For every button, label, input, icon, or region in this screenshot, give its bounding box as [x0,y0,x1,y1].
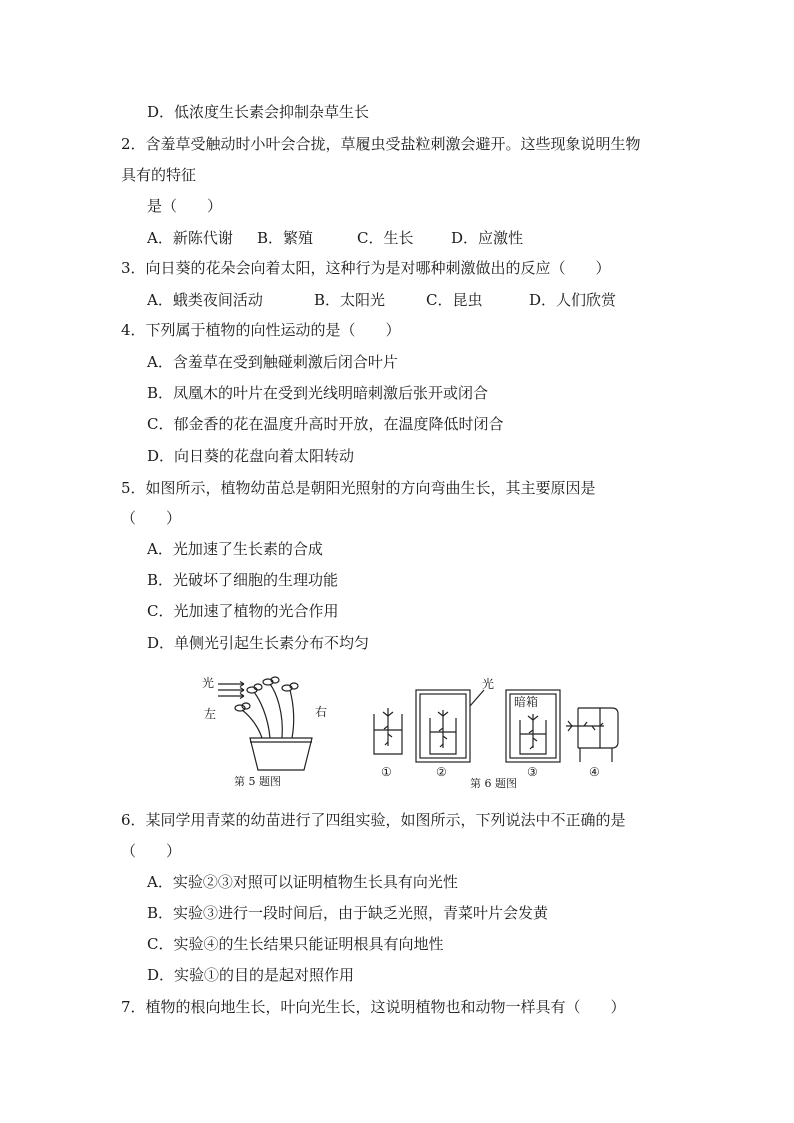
q2-stem-line2: 具有的特征 [121,166,197,184]
q5-option-c: C．光加速了植物的光合作用 [147,602,339,620]
fig6-setup-4 [566,708,618,779]
q4-option-a: A．含羞草在受到触碰刺激后闭合叶片 [147,353,398,371]
q6-option-d: D．实验①的目的是起对照作用 [147,966,355,984]
fig5-left-label: 左 [204,707,217,721]
fig5-caption: 第 5 题图 [234,775,281,788]
fig5-light-label: 光 [202,676,215,690]
q7-stem: 7．植物的根向地生长，叶向光生长，这说明植物也和动物一样具有（ ） [121,998,626,1016]
q2-stem-line3: 是（ ） [147,197,223,215]
q3-stem: 3．向日葵的花朵会向着太阳，这种行为是对哪种刺激做出的反应（ ） [121,259,611,277]
fig6-label-4: ④ [589,765,600,779]
q2-option-c: C．生长 [357,229,414,247]
fig6-darkbox-label: 暗箱 [514,695,539,709]
q3-option-c: C．昆虫 [426,291,483,309]
fig6-experiment-diagram [374,676,618,790]
fig6-light-label: 光 [482,677,495,691]
q6-option-b: B．实验③进行一段时间后，由于缺乏光照，青菜叶片会发黄 [147,904,549,922]
q5-option-a: A．光加速了生长素的合成 [147,540,323,558]
fig6-setup-2 [416,676,494,779]
q6-option-a: A．实验②③对照可以证明植物生长具有向光性 [147,873,458,891]
figure-area [0,670,794,800]
fig5-plant-diagram [202,675,327,788]
q5-option-b: B．光破坏了细胞的生理功能 [147,571,339,589]
q4-option-d: D．向日葵的花盘向着太阳转动 [147,447,355,465]
q5-stem-line2: （ ） [121,509,182,527]
q1-option-d: D．低浓度生长素会抑制杂草生长 [147,103,370,121]
fig5-right-label: 右 [315,705,328,719]
q3-option-b: B．太阳光 [314,291,386,309]
fig6-setup-3 [506,690,560,779]
q2-option-a: A．新陈代谢 [147,229,233,247]
q3-option-d: D．人们欣赏 [529,291,617,309]
fig5-light-arrows [218,682,244,699]
fig6-label-3: ③ [527,765,538,779]
q5-stem-line1: 5．如图所示，植物幼苗总是朝阳光照射的方向弯曲生长，其主要原因是 [121,479,596,497]
q4-option-b: B．凤凰木的叶片在受到光线明暗刺激后张开或闭合 [147,384,489,402]
fig6-setup-1 [374,708,402,779]
q3-option-a: A．蛾类夜间活动 [147,291,263,309]
q2-stem-line1: 2．含羞草受触动时小叶会合拢，草履虫受盐粒刺激会避开。这些现象说明生物 [121,135,641,153]
q2-options [147,228,523,248]
q2-option-d: D．应激性 [451,229,524,247]
q4-option-c: C．郁金香的花在温度升高时开放，在温度降低时闭合 [147,415,504,433]
q6-option-c: C．实验④的生长结果只能证明根具有向地性 [147,935,444,953]
fig6-label-1: ① [381,765,392,779]
q3-options [147,290,616,310]
fig6-caption: 第 6 题图 [470,777,517,790]
fig6-label-2: ② [436,765,447,779]
q5-option-d: D．单侧光引起生长素分布不均匀 [147,634,370,652]
q6-stem-line1: 6．某同学用青菜的幼苗进行了四组实验，如图所示，下列说法中不正确的是 [121,811,626,829]
q4-stem: 4．下列属于植物的向性运动的是（ ） [121,321,401,339]
q6-stem-line2: （ ） [121,842,182,860]
q2-option-b: B．繁殖 [257,229,314,247]
